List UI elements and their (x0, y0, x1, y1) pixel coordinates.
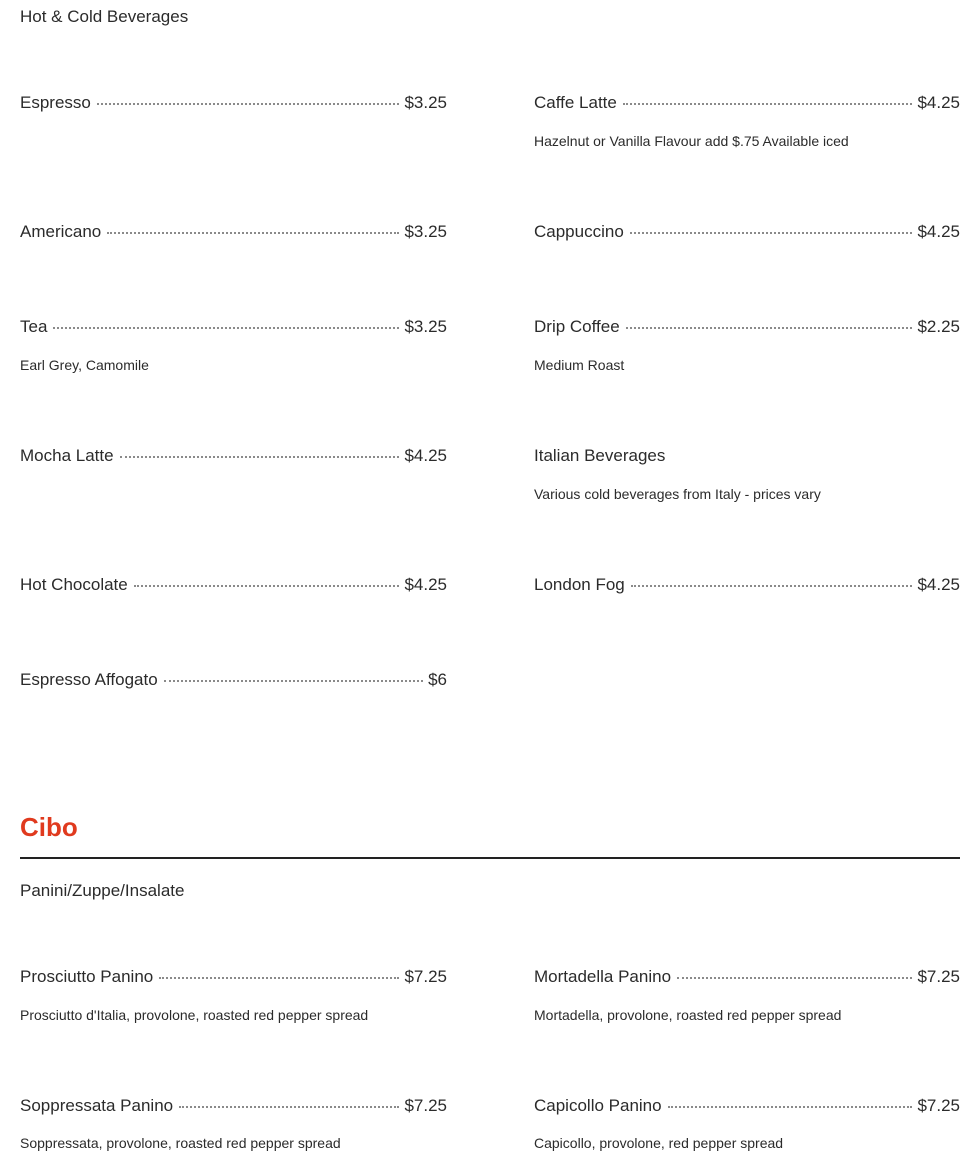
item-name: Capicollo Panino (534, 1096, 662, 1115)
item-name: Espresso Affogato (20, 670, 158, 689)
item-price: $3.25 (404, 317, 447, 336)
item-description: Capicollo, provolone, red pepper spread (534, 1135, 784, 1151)
item-price: $7.25 (917, 967, 960, 986)
menu-item-drip-coffee (534, 317, 960, 341)
item-description: Hazelnut or Vanilla Flavour add $.75 Available iced (534, 133, 849, 149)
item-name: Mocha Latte (20, 446, 114, 465)
item-description: Earl Grey, Camomile (20, 357, 149, 373)
menu-item-italian-beverages: Italian Beverages (534, 446, 666, 465)
menu-item-caffe-latte (534, 93, 960, 117)
item-price: $3.25 (404, 222, 447, 241)
menu-item-mocha-latte (20, 446, 447, 470)
item-price: $4.25 (917, 575, 960, 594)
beverages-subtitle: Hot & Cold Beverages (20, 7, 189, 26)
item-price: $7.25 (404, 1096, 447, 1115)
dot-leader (630, 232, 913, 234)
item-description: Mortadella, provolone, roasted red pepper spread (534, 1007, 842, 1023)
menu-item-soppressata-panino (20, 1096, 447, 1120)
dot-leader (164, 680, 423, 682)
menu-item-cappuccino (534, 222, 960, 246)
item-price: $4.25 (917, 222, 960, 241)
dot-leader (668, 1106, 913, 1108)
item-name: Mortadella Panino (534, 967, 672, 986)
item-name: Espresso (20, 93, 91, 112)
section-title-cibo: Cibo (20, 812, 78, 842)
item-price: $7.25 (404, 967, 447, 986)
item-name: Caffe Latte (534, 93, 617, 112)
dot-leader (677, 977, 912, 979)
dot-leader (626, 327, 913, 329)
item-name: Hot Chocolate (20, 575, 128, 594)
item-description: Prosciutto d'Italia, provolone, roasted red pepper spread (20, 1007, 369, 1023)
dot-leader (134, 585, 400, 587)
item-name: Americano (20, 222, 102, 241)
dot-leader (623, 103, 913, 105)
section-divider (20, 857, 960, 859)
item-price: $4.25 (404, 575, 447, 594)
item-name: Soppressata Panino (20, 1096, 174, 1115)
item-price: $6 (428, 670, 447, 689)
item-price: $4.25 (917, 93, 960, 112)
menu-item-espresso-affogato (20, 670, 447, 694)
dot-leader (179, 1106, 399, 1108)
menu-item-mortadella-panino (534, 967, 960, 991)
item-name: Tea (20, 317, 48, 336)
cibo-subtitle: Panini/Zuppe/Insalate (20, 881, 185, 900)
item-name: Prosciutto Panino (20, 967, 154, 986)
item-price: $7.25 (917, 1096, 960, 1115)
menu-item-prosciutto-panino (20, 967, 447, 991)
item-name: Drip Coffee (534, 317, 620, 336)
item-description: Various cold beverages from Italy - prices vary (534, 486, 821, 502)
item-description: Soppressata, provolone, roasted red pepper spread (20, 1135, 341, 1151)
item-description: Medium Roast (534, 357, 625, 373)
item-name: London Fog (534, 575, 625, 594)
dot-leader (97, 103, 400, 105)
menu-item-espresso (20, 93, 447, 117)
dot-leader (53, 327, 399, 329)
menu-item-tea (20, 317, 447, 341)
dot-leader (631, 585, 913, 587)
menu-item-americano (20, 222, 447, 246)
dot-leader (120, 456, 400, 458)
dot-leader (107, 232, 399, 234)
menu-item-london-fog (534, 575, 960, 599)
item-price: $2.25 (917, 317, 960, 336)
menu-item-capicollo-panino (534, 1096, 960, 1120)
dot-leader (159, 977, 399, 979)
menu-item-hot-chocolate (20, 575, 447, 599)
item-price: $4.25 (404, 446, 447, 465)
item-price: $3.25 (404, 93, 447, 112)
item-name: Cappuccino (534, 222, 624, 241)
